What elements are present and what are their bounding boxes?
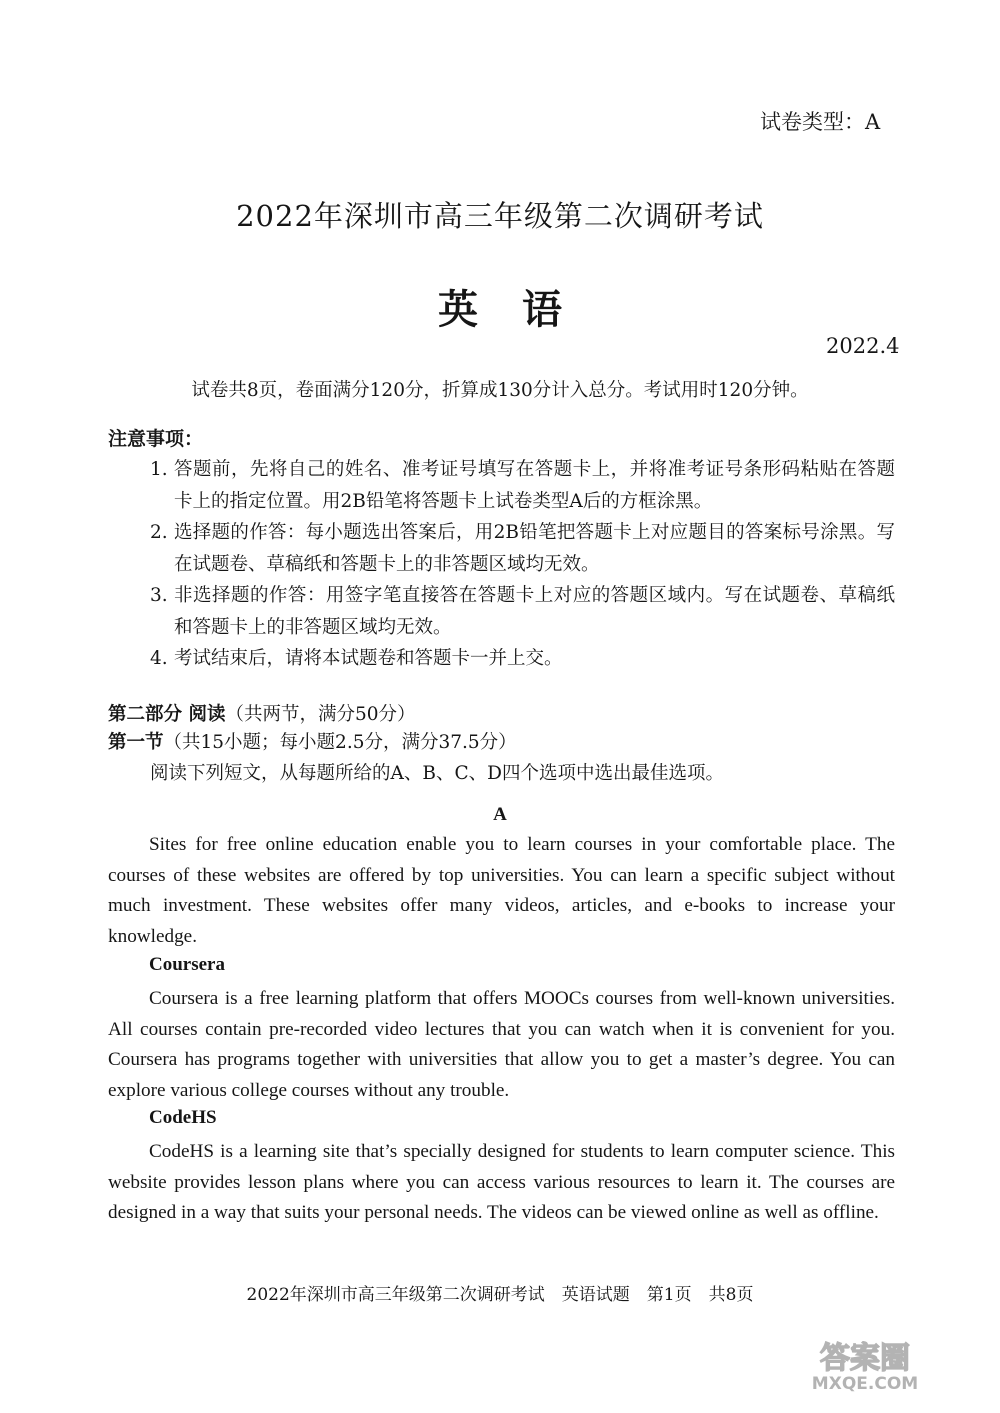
notice-item-number: 1.	[150, 459, 168, 480]
notice-item-number: 4.	[150, 648, 168, 669]
part-heading	[108, 700, 416, 726]
section-detail: （共15小题；每小题2.5分，满分37.5分）	[163, 732, 517, 753]
page-footer: 2022年深圳市高三年级第二次调研考试 英语试题 第1页 共8页	[246, 1285, 754, 1305]
notice-item	[150, 454, 895, 517]
notice-list	[150, 454, 895, 675]
exam-title: 2022年深圳市高三年级第二次调研考试	[236, 199, 764, 233]
exam-info: 试卷共8页，卷面满分120分，折算成130分计入总分。考试用时120分钟。	[191, 380, 809, 401]
notice-item-text: 答题前，先将自己的姓名、准考证号填写在答题卡上，并将准考证号条形码粘贴在答题卡上的指定位置。用2B铅笔将答题卡上试卷类型A后的方框涂黑。	[174, 459, 895, 512]
subject-title: 英语	[438, 286, 606, 333]
site-heading-coursera: Coursera	[149, 954, 225, 975]
site-description-codehs: CodeHS is a learning site that’s specially designed for students to learn computer science. This website provides lesson plans where you can access various resources to learn it. The courses are designed in a way that suits your personal needs. The videos can be viewed online as well as offline.	[108, 1141, 895, 1224]
site-heading-codehs: CodeHS	[149, 1107, 217, 1128]
notice-item	[150, 580, 895, 643]
passage-intro: Sites for free online education enable you to learn courses in your comfortable place. The courses of these websites are offered by top universities. You can learn a specific subject without much investment. These websites offer many videos, articles, and e-books to increase your knowledge.	[108, 834, 895, 948]
notice-heading: 注意事项：	[108, 428, 204, 450]
watermark-logo	[760, 1338, 970, 1392]
paper-type-label: 试卷类型：A	[760, 110, 881, 134]
notice-item	[150, 643, 895, 675]
notice-item-text: 非选择题的作答：用签字笔直接答在答题卡上对应的答题区域内。写在试题卷、草稿纸和答题卡上的非答题区域均无效。	[174, 585, 895, 638]
watermark-logo-text: 答案圈	[820, 1341, 910, 1376]
watermark-url: MXQE.COM	[811, 1374, 919, 1392]
section-title: 第一节	[108, 732, 164, 753]
notice-item-text: 选择题的作答：每小题选出答案后，用2B铅笔把答题卡上对应题目的答案标号涂黑。写在试题卷、草稿纸和答题卡上的非答题区域均无效。	[174, 522, 895, 575]
part-detail: （共两节，满分50分）	[225, 704, 416, 725]
exam-date: 2022.4	[826, 334, 900, 358]
notice-item	[150, 517, 895, 580]
notice-item-text: 考试结束后，请将本试题卷和答题卡一并上交。	[174, 648, 563, 669]
notice-item-number: 3.	[150, 585, 168, 606]
notice-item-number: 2.	[150, 522, 168, 543]
section-heading	[108, 728, 517, 754]
passage-label: A	[493, 804, 507, 825]
part-title: 第二部分 阅读	[108, 704, 226, 725]
reading-instructions: 阅读下列短文，从每题所给的A、B、C、D四个选项中选出最佳选项。	[150, 763, 724, 784]
site-description-coursera: Coursera is a free learning platform that offers MOOCs courses from well-known universities. All courses contain pre-recorded video lectures that you can watch when it is convenient for you. Coursera has programs together with universities that allow you to get a master’s degree. You can explore various college courses without any trouble.	[108, 988, 895, 1102]
